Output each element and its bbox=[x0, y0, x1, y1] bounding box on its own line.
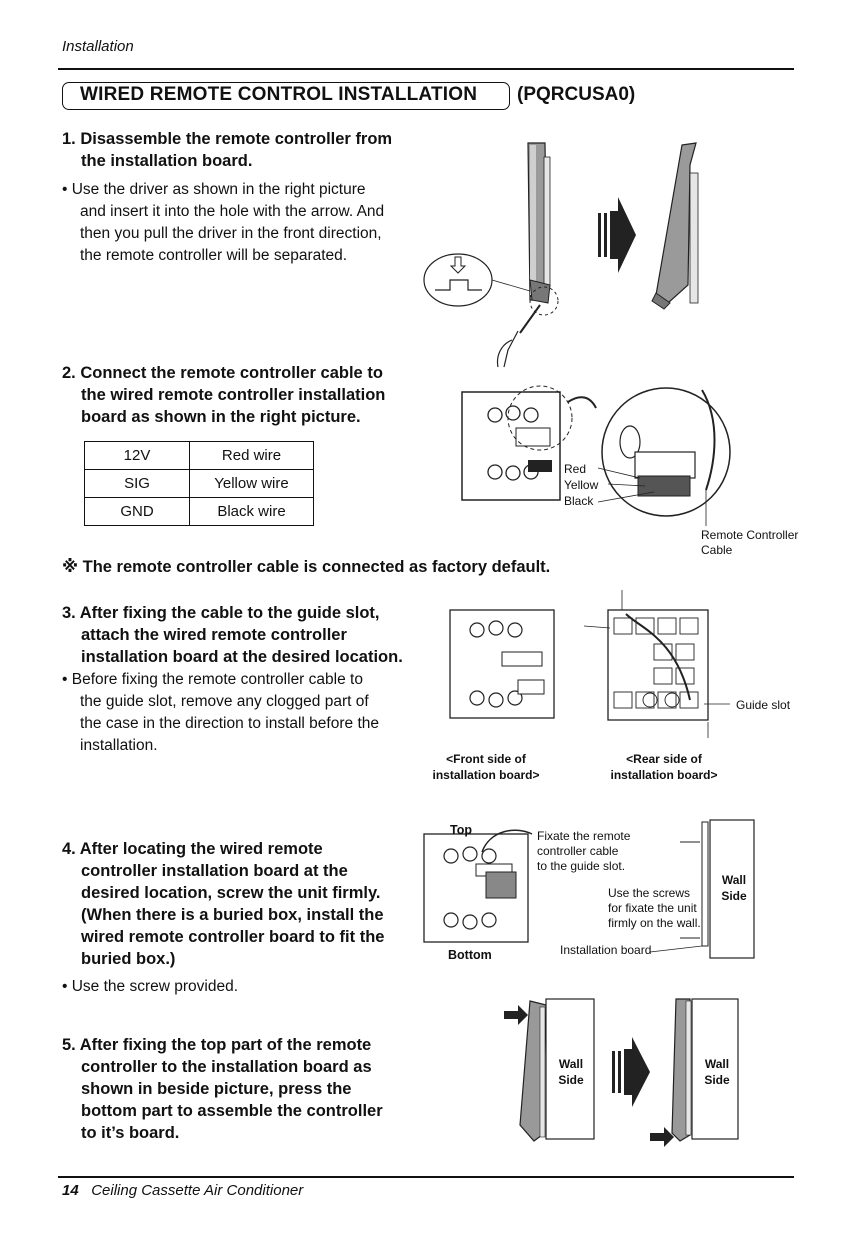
step-5-heading: 5. After fixing the top part of the remote controller to the installation board as shown in beside picture, press the bottom part to assemble the controller to it’s board. bbox=[62, 1036, 383, 1142]
table-cell: GND bbox=[85, 498, 190, 526]
step-1-bullet: • Use the driver as shown in the right picture and insert it into the hole with the arrow. And then you pull the driver in the front direction, the remote controller will be separated. bbox=[62, 181, 385, 264]
wall-side-label: Wall Side bbox=[721, 873, 747, 903]
model-number: (PQRCUSA0) bbox=[517, 84, 636, 105]
step-1-heading: 1. Disassemble the remote controller from the installation board. bbox=[62, 130, 393, 170]
remote-cable-label: Remote Controller Cable bbox=[701, 528, 799, 557]
top-label: Top bbox=[450, 823, 472, 837]
section-header: Installation bbox=[62, 38, 134, 55]
step-4-bullet: • Use the screw provided. bbox=[62, 978, 239, 995]
table-cell: Red wire bbox=[190, 442, 314, 470]
disassembly-illustration bbox=[420, 135, 780, 375]
page-title: WIRED REMOTE CONTROL INSTALLATION bbox=[80, 84, 478, 105]
step-2-heading: 2. Connect the remote controller cable to the wired remote controller installation board as shown in the right picture. bbox=[62, 364, 386, 426]
use-screws-label: Use the screws for fixate the unit firmly on the wall. bbox=[608, 886, 701, 930]
footer-title: Ceiling Cassette Air Conditioner bbox=[91, 1182, 304, 1199]
bottom-label: Bottom bbox=[448, 948, 492, 962]
page-number: 14 bbox=[62, 1182, 79, 1199]
table-cell: Yellow wire bbox=[190, 470, 314, 498]
table-cell: 12V bbox=[85, 442, 190, 470]
guide-slot-label: Guide slot bbox=[736, 698, 791, 712]
wall-side-label-2: Wall Side bbox=[704, 1057, 730, 1087]
step-3-bullet: • Before fixing the remote controller cable to the guide slot, remove any clogged part of the case in the direction to install before the installation. bbox=[62, 671, 379, 754]
table-row bbox=[85, 470, 314, 498]
wire-table bbox=[84, 441, 314, 526]
fixate-cable-label: Fixate the remote controller cable to the guide slot. bbox=[537, 829, 631, 873]
cable-connection-illustration bbox=[440, 380, 780, 530]
rear-side-caption: <Rear side of installation board> bbox=[610, 752, 718, 782]
wall-side-label-1: Wall Side bbox=[558, 1057, 584, 1087]
step-4-heading: 4. After locating the wired remote controller installation board at the desired location, screw the unit firmly. (When there is a buried box, install the wired remote controller board to fit the buried box.) bbox=[62, 840, 385, 968]
factory-default-note: ※ The remote controller cable is connected as factory default. bbox=[62, 558, 551, 576]
page-footer bbox=[62, 1182, 303, 1199]
red-wire-label: Red bbox=[564, 462, 587, 476]
black-wire-label: Black bbox=[564, 494, 594, 508]
table-row bbox=[85, 498, 314, 526]
header-rule bbox=[58, 68, 794, 70]
front-side-caption: <Front side of installation board> bbox=[432, 752, 540, 782]
table-cell: SIG bbox=[85, 470, 190, 498]
step-3-heading: 3. After fixing the cable to the guide slot, attach the wired remote controller installation board at the desired location. bbox=[62, 604, 403, 666]
table-row bbox=[85, 442, 314, 470]
footer-rule bbox=[58, 1176, 794, 1178]
board-sides-illustration bbox=[440, 588, 760, 738]
table-cell: Black wire bbox=[190, 498, 314, 526]
installation-board-label: Installation board bbox=[560, 943, 652, 957]
yellow-wire-label: Yellow bbox=[564, 478, 599, 492]
